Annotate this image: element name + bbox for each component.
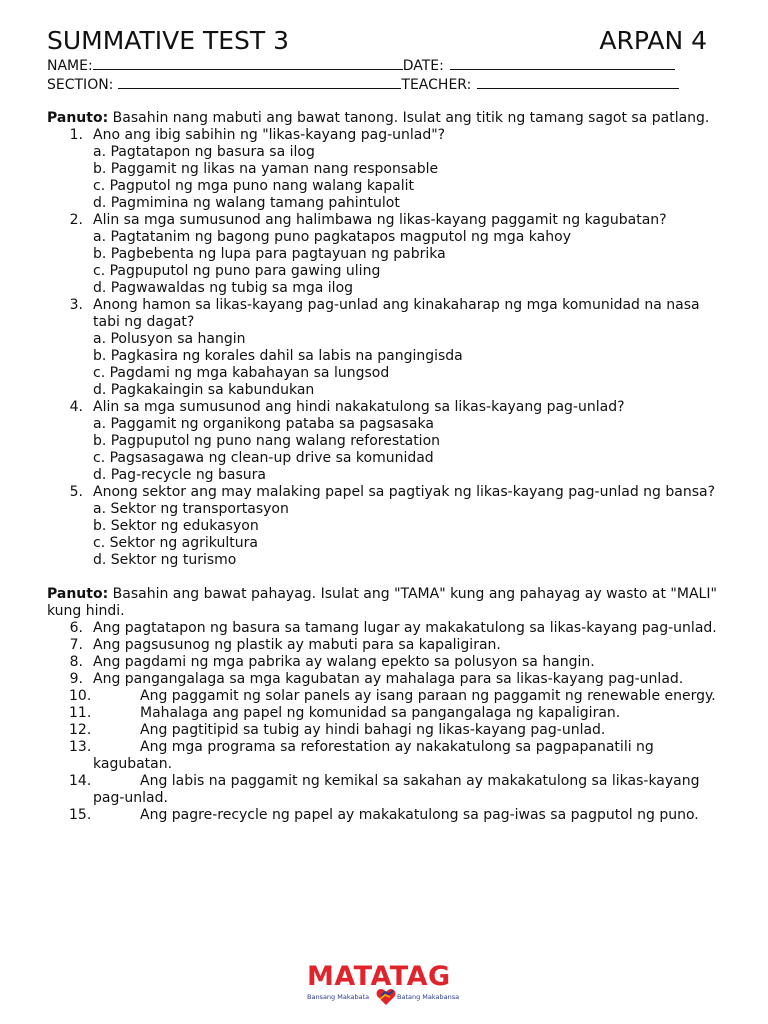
question-number: 4. [69, 399, 83, 415]
name-label: NAME: [47, 58, 93, 74]
question-item [47, 127, 727, 212]
statement-text: Mahalaga ang papel ng komunidad sa pangangalaga ng kapaligiran. [140, 705, 621, 721]
statement-number: 12. [69, 722, 92, 738]
question-number: 2. [69, 212, 83, 228]
question-item [47, 484, 727, 569]
statement-item [47, 807, 727, 824]
statement-number: 15. [69, 807, 92, 823]
answer-option: c. Pagpuputol ng puno para gawing uling [93, 263, 381, 279]
statement-text: Ang pagtitipid sa tubig ay hindi bahagi ng likas-kayang pag-unlad. [140, 722, 606, 738]
question-stem: Anong hamon sa likas-kayang pag-unlad ang kinakaharap ng mga komunidad na nasa tabi ng dagat? [93, 297, 700, 330]
part2-instruction-label: Panuto: [47, 586, 109, 602]
statement-item [47, 688, 727, 705]
answer-option: d. Pagmimina ng walang tamang pahintulot [93, 195, 400, 211]
name-blank[interactable] [93, 56, 403, 70]
name-date-row [47, 56, 727, 75]
true-false-list [47, 620, 727, 824]
answer-option: d. Pagkakaingin sa kabundukan [93, 382, 315, 398]
question-number: 1. [69, 127, 83, 143]
subject-label: ARPAN 4 [599, 26, 707, 55]
statement-item [47, 637, 727, 654]
statement-text: Ang pagdami ng mga pabrika ay walang epekto sa polusyon sa hangin. [93, 654, 595, 670]
answer-option: c. Pagputol ng mga puno nang walang kapalit [93, 178, 414, 194]
question-stem: Anong sektor ang may malaking papel sa pagtiyak ng likas-kayang pag-unlad ng bansa? [93, 484, 716, 500]
statement-item [47, 671, 727, 688]
statement-text: Ang paggamit ng solar panels ay isang paraan ng paggamit ng renewable energy. [140, 688, 716, 704]
date-blank[interactable] [450, 56, 675, 70]
answer-option: c. Pagsasagawa ng clean-up drive sa komunidad [93, 450, 434, 466]
answer-option: a. Paggamit ng organikong pataba sa pagsasaka [93, 416, 434, 432]
answer-option: d. Sektor ng turismo [93, 552, 237, 568]
question-item [47, 212, 727, 297]
logo-tag-left: Bansang Makabata [307, 993, 370, 1001]
answer-option: b. Pagpuputol ng puno nang walang reforestation [93, 433, 441, 449]
answer-option: c. Sektor ng agrikultura [93, 535, 258, 551]
part1-instruction-label: Panuto: [47, 110, 109, 126]
part1-instruction-text: Basahin nang mabuti ang bawat tanong. Isulat ang titik ng tamang sagot sa patlang. [108, 110, 710, 126]
teacher-blank[interactable] [477, 75, 679, 89]
logo-tag-right: Batang Makabansa [397, 993, 460, 1001]
statement-item [47, 705, 727, 722]
statement-number: 7. [69, 637, 83, 653]
date-label: DATE: [402, 58, 444, 74]
question-number: 5. [69, 484, 83, 500]
answer-option: d. Pagwawaldas ng tubig sa mga ilog [93, 280, 354, 296]
question-stem: Ano ang ibig sabihin ng "likas-kayang pag-unlad"? [93, 127, 446, 143]
statement-number: 10. [69, 688, 92, 704]
question-item [47, 399, 727, 484]
answer-option: b. Pagbebenta ng lupa para pagtayuan ng pabrika [93, 246, 446, 262]
answer-option: b. Pagkasira ng korales dahil sa labis na pangingisda [93, 348, 463, 364]
answer-option: a. Sektor ng transportasyon [93, 501, 289, 517]
question-item [47, 297, 727, 399]
statement-text: Ang pangangalaga sa mga kagubatan ay mahalaga para sa likas-kayang pag-unlad. [93, 671, 684, 687]
logo-brand: MATATAG [307, 961, 451, 992]
answer-option: a. Polusyon sa hangin [93, 331, 246, 347]
section-blank[interactable] [118, 75, 401, 89]
heart-icon [376, 988, 396, 1006]
answer-option: d. Pag-recycle ng basura [93, 467, 266, 483]
statement-item [47, 620, 727, 637]
teacher-label: TEACHER: [401, 76, 472, 93]
answer-option: b. Paggamit ng likas na yaman nang responsable [93, 161, 439, 177]
worksheet [47, 26, 727, 824]
part2-instruction [47, 586, 727, 620]
answer-option: b. Sektor ng edukasyon [93, 518, 259, 534]
statement-text: Ang mga programa sa reforestation ay nakakatulong sa pagpapanatili ng kagubatan. [93, 739, 654, 772]
title-row [47, 26, 727, 56]
statement-text: Ang pagsusunog ng plastik ay mabuti para sa kapaligiran. [93, 637, 501, 653]
statement-number: 11. [69, 705, 92, 721]
answer-option: a. Pagtatapon ng basura sa ilog [93, 144, 315, 160]
section-label: SECTION: [47, 76, 114, 93]
part2-instruction-text: Basahin ang bawat pahayag. Isulat ang "TAMA" kung ang pahayag ay wasto at "MALI" kung hindi. [47, 586, 717, 619]
statement-number: 8. [69, 654, 83, 670]
statement-item [47, 739, 727, 773]
part1-instruction [47, 110, 727, 127]
statement-item [47, 654, 727, 671]
statement-item [47, 773, 727, 807]
question-stem: Alin sa mga sumusunod ang halimbawa ng likas-kayang paggamit ng kagubatan? [93, 212, 667, 228]
statement-item [47, 722, 727, 739]
answer-option: c. Pagdami ng mga kabahayan sa lungsod [93, 365, 390, 381]
multiple-choice-list [47, 127, 727, 569]
matatag-logo [305, 962, 465, 1012]
test-title: SUMMATIVE TEST 3 [47, 26, 290, 55]
statement-number: 13. [69, 739, 92, 755]
section-teacher-row [47, 75, 727, 94]
statement-text: Ang labis na paggamit ng kemikal sa sakahan ay makakatulong sa likas-kayang pag-unlad. [93, 773, 700, 806]
question-number: 3. [69, 297, 83, 313]
answer-option: a. Pagtatanim ng bagong puno pagkatapos magputol ng mga kahoy [93, 229, 571, 245]
statement-text: Ang pagre-recycle ng papel ay makakatulong sa pag-iwas sa pagputol ng puno. [140, 807, 699, 823]
question-stem: Alin sa mga sumusunod ang hindi nakakatulong sa likas-kayang pag-unlad? [93, 399, 625, 415]
statement-text: Ang pagtatapon ng basura sa tamang lugar ay makakatulong sa likas-kayang pag-unlad. [93, 620, 717, 636]
statement-number: 6. [69, 620, 83, 636]
statement-number: 9. [69, 671, 83, 687]
statement-number: 14. [69, 773, 92, 789]
